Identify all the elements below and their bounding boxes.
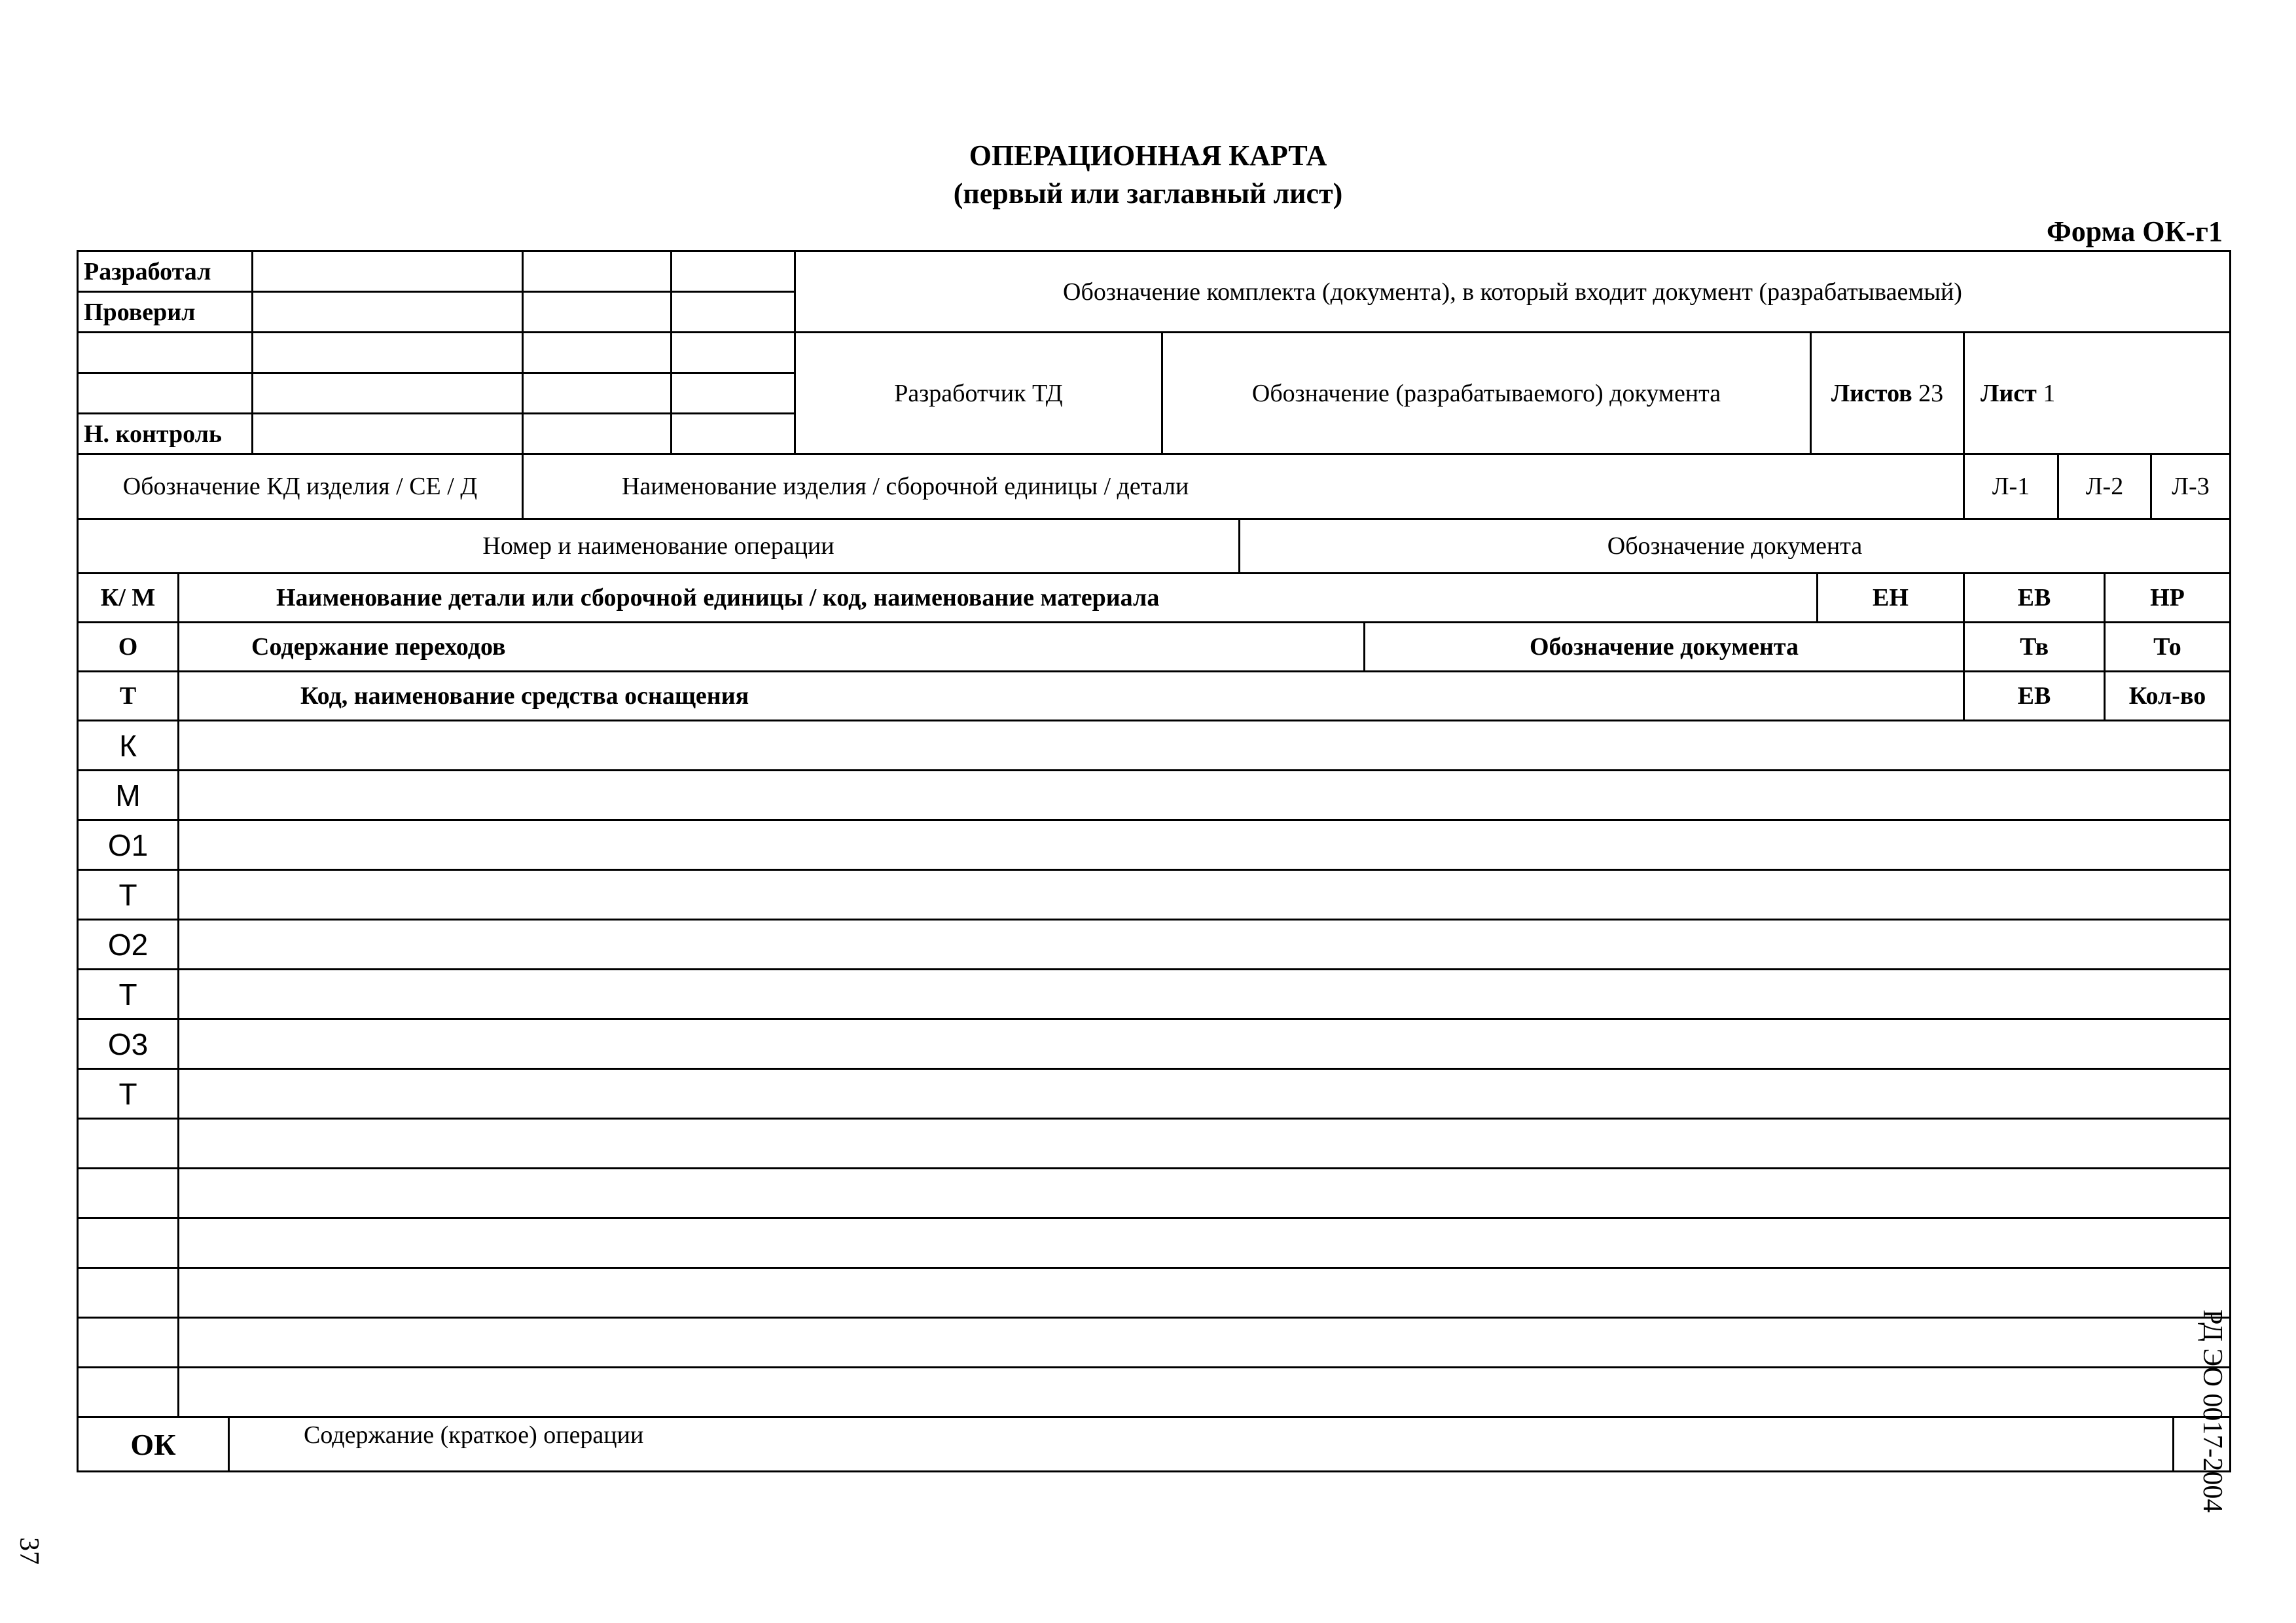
row-code-cell <box>77 1366 179 1418</box>
row-code-cell <box>77 1317 179 1368</box>
page-number: 37 <box>14 1537 44 1565</box>
operation-number-name-cell[interactable]: Номер и наименование операции <box>77 518 1240 574</box>
km-header: К/ М <box>77 572 179 623</box>
kit-designation-cell[interactable]: Обозначение комплекта (документа), в который входит документ (разрабатываемый) <box>794 250 2231 333</box>
developed-name-field[interactable] <box>251 250 524 293</box>
row-code-cell: К <box>77 720 179 771</box>
row-code-cell: О1 <box>77 819 179 871</box>
extra-name-field[interactable] <box>251 372 524 414</box>
nr-header: НР <box>2104 572 2231 623</box>
row-content-cell[interactable] <box>177 919 2231 970</box>
tv-header: Тв <box>1963 621 2106 672</box>
equipment-header: Код, наименование средства оснащения <box>177 670 1965 721</box>
row-code-cell: М <box>77 769 179 821</box>
product-name-cell[interactable]: Наименование изделия / сборочной единицы / детали <box>522 453 1965 520</box>
norm-control-signature-field[interactable] <box>522 412 672 455</box>
row-content-cell[interactable] <box>177 1167 2231 1219</box>
standard-code: РД ЭО 0017-2004 <box>2197 1309 2227 1513</box>
row-content-cell[interactable] <box>177 720 2231 771</box>
sheets-label: Листов <box>1831 379 1912 407</box>
row-content-cell[interactable] <box>177 1068 2231 1120</box>
operation-document-cell[interactable]: Обозначение документа <box>1238 518 2231 574</box>
extra-name-field[interactable] <box>251 331 524 374</box>
ok-label: ОК <box>77 1416 230 1472</box>
row-code-cell <box>77 1217 179 1269</box>
row-content-cell[interactable] <box>177 769 2231 821</box>
extra-date-field[interactable] <box>670 331 796 374</box>
row-content-cell[interactable] <box>177 968 2231 1020</box>
l1-cell[interactable]: Л-1 <box>1963 453 2059 520</box>
checked-date-field[interactable] <box>670 291 796 333</box>
row-content-cell[interactable] <box>177 869 2231 921</box>
document-subtitle: (первый или заглавный лист) <box>953 177 1343 210</box>
l2-cell[interactable]: Л-2 <box>2057 453 2152 520</box>
ev-header-2: ЕВ <box>1963 670 2106 721</box>
checked-label: Проверил <box>77 291 253 333</box>
sheet-value: 1 <box>2043 379 2056 407</box>
t-header: Т <box>77 670 179 721</box>
row-content-cell[interactable] <box>177 1217 2231 1269</box>
row-content-cell[interactable] <box>177 1267 2231 1319</box>
extra-role-field[interactable] <box>77 331 253 374</box>
operation-card-form <box>77 250 2231 1484</box>
td-developer-cell[interactable]: Разработчик ТД <box>794 331 1163 455</box>
row-content-cell[interactable] <box>177 1018 2231 1070</box>
doc-designation-header: Обозначение документа <box>1363 621 1965 672</box>
norm-control-name-field[interactable] <box>251 412 524 455</box>
o-header: О <box>77 621 179 672</box>
sheet-number-cell[interactable] <box>1963 331 2231 455</box>
row-content-cell[interactable] <box>177 819 2231 871</box>
l3-cell[interactable]: Л-3 <box>2150 453 2231 520</box>
norm-control-date-field[interactable] <box>670 412 796 455</box>
form-code: Форма ОК-г1 <box>2046 215 2223 247</box>
sheet-label: Лист <box>1981 379 2037 407</box>
qty-header: Кол-во <box>2104 670 2231 721</box>
row-content-cell[interactable] <box>177 1366 2231 1418</box>
checked-signature-field[interactable] <box>522 291 672 333</box>
row-code-cell: Т <box>77 869 179 921</box>
row-code-cell <box>77 1267 179 1319</box>
extra-signature-field[interactable] <box>522 372 672 414</box>
row-content-cell[interactable] <box>177 1118 2231 1169</box>
document-designation-cell[interactable]: Обозначение (разрабатываемого) документа <box>1161 331 1812 455</box>
document-title: ОПЕРАЦИОННАЯ КАРТА <box>969 139 1327 172</box>
row-code-cell: О3 <box>77 1018 179 1070</box>
extra-role-field[interactable] <box>77 372 253 414</box>
operation-summary-cell[interactable]: Содержание (краткое) операции <box>228 1416 2174 1472</box>
norm-control-label: Н. контроль <box>77 412 253 455</box>
developed-signature-field[interactable] <box>522 250 672 293</box>
developed-label: Разработал <box>77 250 253 293</box>
transitions-header: Содержание переходов <box>177 621 1365 672</box>
checked-name-field[interactable] <box>251 291 524 333</box>
sheets-count-cell[interactable] <box>1810 331 1965 455</box>
row-content-cell[interactable] <box>177 1317 2231 1368</box>
extra-signature-field[interactable] <box>522 331 672 374</box>
ev-header: ЕВ <box>1963 572 2106 623</box>
row-code-cell <box>77 1118 179 1169</box>
extra-date-field[interactable] <box>670 372 796 414</box>
to-header: То <box>2104 621 2231 672</box>
row-code-cell <box>77 1167 179 1219</box>
kd-designation-cell[interactable]: Обозначение КД изделия / СЕ / Д <box>77 453 524 520</box>
row-code-cell: Т <box>77 968 179 1020</box>
developed-date-field[interactable] <box>670 250 796 293</box>
part-name-header: Наименование детали или сборочной единицы / код, наименование материала <box>177 572 1818 623</box>
row-code-cell: О2 <box>77 919 179 970</box>
en-header: ЕН <box>1816 572 1965 623</box>
sheets-value: 23 <box>1918 379 1944 407</box>
row-code-cell: Т <box>77 1068 179 1120</box>
